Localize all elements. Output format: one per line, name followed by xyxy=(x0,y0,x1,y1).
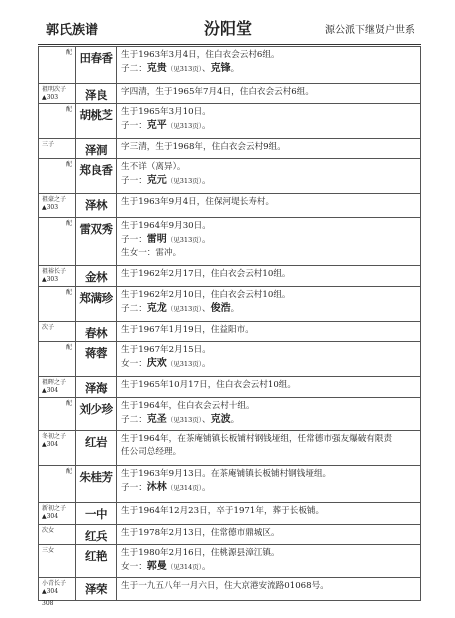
relation-label: 冬初之子 xyxy=(42,433,67,440)
description-text: 女一： xyxy=(121,359,147,369)
relation-cell xyxy=(39,578,76,601)
description-text: 子一： xyxy=(121,121,147,131)
page-ref: ▲304 xyxy=(42,588,59,595)
person-row xyxy=(39,47,421,84)
page-ref: ▲304 xyxy=(42,513,59,520)
person-description xyxy=(117,431,421,466)
person-name: 红兵 xyxy=(76,525,117,545)
relation-cell xyxy=(39,398,76,431)
page-reference: （见314页） xyxy=(166,563,202,571)
description-text: 生于1964年12月23日，卒于1971年，葬于长板铺。 xyxy=(121,506,325,516)
person-name: 泽林 xyxy=(76,194,117,218)
page-ref: ▲304 xyxy=(42,387,59,394)
description-text: 、 xyxy=(201,415,211,425)
relation-label: 小青长子 xyxy=(42,580,67,587)
description-line xyxy=(121,302,417,316)
description-line xyxy=(121,233,417,247)
description-line xyxy=(121,468,417,481)
description-line xyxy=(121,357,417,371)
relation-label: 祖晖之子 xyxy=(42,379,67,386)
relation-cell xyxy=(39,159,76,194)
page-header xyxy=(0,0,455,44)
person-description xyxy=(117,194,421,218)
page-reference: （见313页） xyxy=(166,360,202,368)
page-reference: （见313页） xyxy=(166,122,202,130)
person-name: 田春香 xyxy=(76,47,117,84)
relation-cell xyxy=(39,47,76,84)
child-name: 克锋 xyxy=(210,63,231,74)
description-line xyxy=(121,161,417,174)
description-line xyxy=(121,196,417,209)
person-row xyxy=(39,322,421,342)
person-name: 郑满珍 xyxy=(76,287,117,322)
page-ref: ▲303 xyxy=(42,94,59,101)
person-description xyxy=(117,545,421,578)
person-description xyxy=(117,525,421,545)
child-name: 克圣 xyxy=(146,414,167,425)
description-text: 生于1962年2月17日，住白衣会云村10组。 xyxy=(121,269,291,279)
genealogy-table xyxy=(38,46,421,601)
page-reference: （见314页） xyxy=(166,484,202,492)
description-line xyxy=(121,247,417,260)
person-description xyxy=(117,503,421,525)
description-text: 子一： xyxy=(121,483,147,493)
child-name: 庆欢 xyxy=(146,358,167,369)
child-name: 克平 xyxy=(146,120,167,131)
relation-cell xyxy=(39,342,76,377)
person-name: 红岩 xyxy=(76,431,117,466)
relation-cell xyxy=(39,104,76,139)
child-name: 克贵 xyxy=(146,63,167,74)
description-text: 生不详（离异）。 xyxy=(121,162,186,172)
person-row xyxy=(39,342,421,377)
page-reference: （见313页） xyxy=(166,177,202,185)
description-line xyxy=(121,344,417,357)
page-number: 308 xyxy=(42,600,54,607)
description-text: 子二： xyxy=(121,415,147,425)
description-text: 。 xyxy=(201,121,211,131)
description-text: 生于1980年2月16日，住桃源县漳江镇。 xyxy=(121,548,280,558)
relation-cell xyxy=(39,266,76,287)
page-reference: （见313页） xyxy=(166,65,202,73)
description-text: 生于一九五八年一月六日，住大京港安流路01068号。 xyxy=(121,581,329,591)
description-line xyxy=(121,141,417,154)
description-text: 。 xyxy=(230,64,240,74)
page-reference: （见313页） xyxy=(166,236,202,244)
spouse-label: 配 xyxy=(65,49,72,56)
description-text: 子一： xyxy=(121,176,147,186)
relation-label: 祖豪之子 xyxy=(42,196,67,203)
description-text: 生于1963年9月4日，住保河堤长寿村。 xyxy=(121,197,275,207)
description-text: 字三清，生于1968年，住白衣会云村9组。 xyxy=(121,142,286,152)
person-name: 胡桃芝 xyxy=(76,104,117,139)
person-name: 一中 xyxy=(76,503,117,525)
description-line xyxy=(121,560,417,574)
child-name: 克元 xyxy=(146,175,167,186)
description-text: 、 xyxy=(201,64,211,74)
person-description xyxy=(117,398,421,431)
description-line xyxy=(121,527,417,540)
person-name: 泽海 xyxy=(76,377,117,398)
description-line xyxy=(121,289,417,302)
description-text: 生于1965年3月10日。 xyxy=(121,107,211,117)
description-line xyxy=(121,433,417,446)
description-text: 生于1967年1月19日，住益阳市。 xyxy=(121,325,254,335)
description-text: 子二： xyxy=(121,64,147,74)
relation-label: 新初之子 xyxy=(42,505,67,512)
description-line xyxy=(121,481,417,495)
person-name: 春林 xyxy=(76,322,117,342)
person-row xyxy=(39,159,421,194)
description-text: 生于1964年，在茶庵铺镇长板铺村钢钱垭组，任常德市强友爆破有限责 xyxy=(121,434,393,444)
description-text: 任公司总经理。 xyxy=(121,447,182,457)
relation-cell xyxy=(39,322,76,342)
description-line xyxy=(121,268,417,281)
description-line xyxy=(121,505,417,518)
description-text: 。 xyxy=(230,304,240,314)
description-line xyxy=(121,49,417,62)
person-row xyxy=(39,503,421,525)
person-name: 金林 xyxy=(76,266,117,287)
description-line xyxy=(121,547,417,560)
child-name: 俊浩 xyxy=(210,303,231,314)
description-text: 生女一：雷冲。 xyxy=(121,248,182,258)
person-description xyxy=(117,466,421,503)
person-description xyxy=(117,578,421,601)
description-text: 子一： xyxy=(121,235,147,245)
description-text: 。 xyxy=(201,359,211,369)
relation-cell xyxy=(39,139,76,159)
person-name: 刘少珍 xyxy=(76,398,117,431)
spouse-label: 配 xyxy=(65,400,72,407)
person-name: 泽荣 xyxy=(76,578,117,601)
description-line xyxy=(121,86,417,99)
hall-name: 汾阳堂 xyxy=(204,19,253,38)
person-row xyxy=(39,266,421,287)
person-description xyxy=(117,84,421,104)
description-line xyxy=(121,174,417,188)
child-name: 克波 xyxy=(210,414,231,425)
description-text: 、 xyxy=(201,304,211,314)
description-text: 生于1963年3月4日，住白衣会云村6组。 xyxy=(121,50,280,60)
description-text: 。 xyxy=(201,176,211,186)
spouse-label: 配 xyxy=(65,289,72,296)
child-name: 克龙 xyxy=(146,303,167,314)
person-row xyxy=(39,287,421,322)
description-text: 女一： xyxy=(121,562,147,572)
description-text: 字四清，生于1965年7月4日，住白衣会云村6组。 xyxy=(121,87,314,97)
person-name: 郑良香 xyxy=(76,159,117,194)
person-description xyxy=(117,104,421,139)
page-reference: （见313页） xyxy=(166,305,202,313)
page-ref: ▲304 xyxy=(42,441,59,448)
person-row xyxy=(39,139,421,159)
person-row xyxy=(39,194,421,218)
person-name: 蒋蓉 xyxy=(76,342,117,377)
child-name: 郭曼 xyxy=(146,561,167,572)
section-title: 源公派下继贤户世系 xyxy=(325,25,415,36)
relation-label: 次女 xyxy=(42,527,55,534)
page-ref: ▲303 xyxy=(42,276,59,283)
person-description xyxy=(117,287,421,322)
description-text: 生于1962年2月10日，住白衣会云村10组。 xyxy=(121,290,291,300)
relation-cell xyxy=(39,466,76,503)
person-row xyxy=(39,466,421,503)
description-line xyxy=(121,106,417,119)
spouse-label: 配 xyxy=(65,344,72,351)
description-line xyxy=(121,379,417,392)
description-text: 生于1965年10月17日，住白衣会云村10组。 xyxy=(121,380,296,390)
person-description xyxy=(117,139,421,159)
relation-cell xyxy=(39,525,76,545)
description-text: 生于1964年9月30日。 xyxy=(121,221,211,231)
description-line xyxy=(121,413,417,427)
person-row xyxy=(39,218,421,266)
person-row xyxy=(39,377,421,398)
person-name: 泽洞 xyxy=(76,139,117,159)
description-text: 生于1967年2月15日。 xyxy=(121,345,211,355)
header-rule xyxy=(38,44,421,45)
relation-cell xyxy=(39,287,76,322)
relation-cell xyxy=(39,503,76,525)
person-description xyxy=(117,266,421,287)
person-row xyxy=(39,545,421,578)
description-text: 。 xyxy=(201,483,211,493)
person-row xyxy=(39,578,421,601)
relation-label: 三女 xyxy=(42,547,55,554)
description-line xyxy=(121,119,417,133)
relation-cell xyxy=(39,194,76,218)
description-line xyxy=(121,220,417,233)
description-line xyxy=(121,324,417,337)
description-text: 子二： xyxy=(121,304,147,314)
person-description xyxy=(117,322,421,342)
person-row xyxy=(39,84,421,104)
person-name: 红艳 xyxy=(76,545,117,578)
relation-label: 次子 xyxy=(42,324,55,331)
relation-cell xyxy=(39,545,76,578)
person-description xyxy=(117,377,421,398)
spouse-label: 配 xyxy=(65,220,72,227)
description-text: 生于1963年9月13日。在茶庵铺镇长板铺村钢钱垭组。 xyxy=(121,469,332,479)
spouse-label: 配 xyxy=(65,161,72,168)
person-row xyxy=(39,431,421,466)
person-description xyxy=(117,159,421,194)
person-name: 朱桂芳 xyxy=(76,466,117,503)
page-reference: （见313页） xyxy=(166,416,202,424)
relation-cell xyxy=(39,218,76,266)
relation-cell xyxy=(39,431,76,466)
description-line xyxy=(121,62,417,76)
description-line xyxy=(121,446,417,459)
person-name: 泽良 xyxy=(76,84,117,104)
relation-label: 祖明次子 xyxy=(42,86,67,93)
person-description xyxy=(117,342,421,377)
person-row xyxy=(39,398,421,431)
person-description xyxy=(117,47,421,84)
child-name: 沐林 xyxy=(146,482,167,493)
person-name: 雷双秀 xyxy=(76,218,117,266)
description-text: 。 xyxy=(201,235,211,245)
spouse-label: 配 xyxy=(65,106,72,113)
description-line xyxy=(121,400,417,413)
relation-label: 祖裕长子 xyxy=(42,268,67,275)
person-row xyxy=(39,104,421,139)
description-line xyxy=(121,580,417,593)
relation-cell xyxy=(39,377,76,398)
description-text: 生于1978年2月13日，住常德市鼎城区。 xyxy=(121,528,280,538)
description-text: 生于1964年，住白衣会云村十组。 xyxy=(121,401,255,411)
relation-cell xyxy=(39,84,76,104)
person-row xyxy=(39,525,421,545)
description-text: 。 xyxy=(230,415,240,425)
book-title: 郭氏族谱 xyxy=(46,23,99,38)
child-name: 雷明 xyxy=(146,234,167,245)
spouse-label: 配 xyxy=(65,468,72,475)
relation-label: 三子 xyxy=(42,141,55,148)
person-description xyxy=(117,218,421,266)
page-ref: ▲303 xyxy=(42,204,59,211)
description-text: 。 xyxy=(201,562,211,572)
